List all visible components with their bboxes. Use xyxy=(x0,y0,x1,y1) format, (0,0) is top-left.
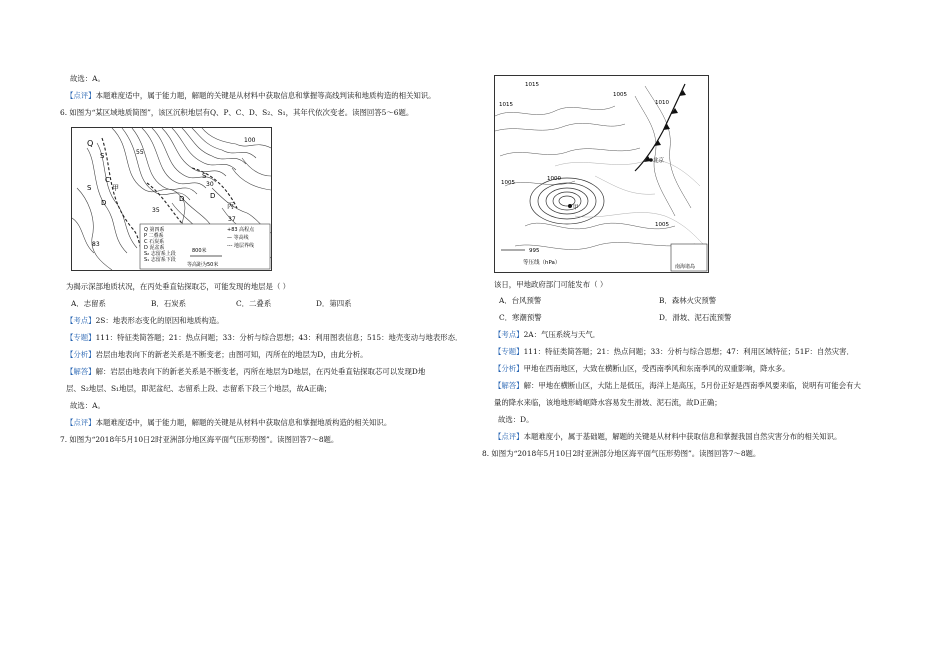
dianping-line: 【点评】本题难度适中，属于能力题，解题的关键是从材料中获取信息和掌握地质构造的相关知识。 xyxy=(66,418,392,427)
answer-line: 故选：A。 xyxy=(70,74,105,83)
svg-text:南海诸岛: 南海诸岛 xyxy=(675,264,696,270)
svg-text:37: 37 xyxy=(228,216,236,223)
low-pressure-center xyxy=(530,178,604,224)
label-Q: Q xyxy=(87,139,94,148)
option-d: D．滑坡、泥石流预警 xyxy=(659,313,732,322)
svg-text:1005: 1005 xyxy=(501,180,515,186)
label-beijing: 北京 xyxy=(653,158,665,164)
kaodian-line: 【考点】2A：气压系统与天气． xyxy=(494,330,601,339)
label-bing: 丙 xyxy=(227,202,234,210)
comment-tag: 【点评】 xyxy=(66,91,96,100)
svg-text:100: 100 xyxy=(244,137,256,144)
svg-text:— 等高线: — 等高线 xyxy=(227,235,249,241)
contour-line xyxy=(122,128,190,200)
svg-text:1015: 1015 xyxy=(525,82,539,88)
option-a: A．台风预警 xyxy=(499,296,542,305)
svg-text:S: S xyxy=(87,184,92,192)
svg-text:S: S xyxy=(202,172,207,180)
svg-text:S: S xyxy=(100,152,105,160)
kaodian-line: 【考点】2S：地表形态变化的原因和地质构造。 xyxy=(66,316,224,325)
question-text: 该日，甲地政府部门可能发布（ ） xyxy=(494,280,608,289)
jieda-line: 【解答】解：甲地在横断山区，大陆上是低压，海洋上是高压，5月份正好是西南季风要来临，说明有可能会有大 xyxy=(494,381,861,390)
answer-line: 故选：D。 xyxy=(498,415,534,424)
svg-text:1005: 1005 xyxy=(613,92,627,98)
option-c: C．寒潮预警 xyxy=(499,313,542,322)
svg-text:C: C xyxy=(105,176,110,184)
comment-line: 【点评】本题难度适中，属于能力题，解题的关键是从材料中获取信息和掌握等高线判读和地质构造的相关知识。 xyxy=(66,91,436,100)
svg-text:1005: 1005 xyxy=(655,222,669,228)
svg-text:1000: 1000 xyxy=(547,176,561,182)
svg-text:+83 高程点: +83 高程点 xyxy=(227,227,255,233)
svg-text:55: 55 xyxy=(136,149,144,156)
jieda-line: 【解答】解：岩层由地表向下的新老关系是不断变老，丙所在地层为D地层，在丙处垂直钻探取芯可以发现D地 xyxy=(66,367,426,376)
pressure-map xyxy=(494,75,709,273)
svg-text:D: D xyxy=(210,192,216,200)
option-b: B．森林火灾预警 xyxy=(659,296,717,305)
svg-text:1015: 1015 xyxy=(499,102,513,108)
label-jia: 甲 xyxy=(573,205,579,211)
option-b: B．石炭系 xyxy=(151,299,186,308)
svg-text:800米: 800米 xyxy=(192,248,207,254)
svg-text:83: 83 xyxy=(92,241,100,248)
svg-text:995: 995 xyxy=(529,248,540,254)
svg-text:等压线（hPa）: 等压线（hPa） xyxy=(523,260,561,266)
svg-text:甲: 甲 xyxy=(112,184,119,192)
jia-marker xyxy=(568,204,572,208)
geology-map xyxy=(71,127,272,271)
svg-text:--- 地层界线: --- 地层界线 xyxy=(227,243,255,249)
option-d: D．第四系 xyxy=(316,299,352,308)
dianping-line: 【点评】本题难度小，属于基础题，解题的关键是从材料中获取信息和掌握我国自然灾害分布的相关知识。 xyxy=(494,432,842,441)
svg-text:30: 30 xyxy=(206,181,214,188)
fenxi-line: 【分析】甲地在西南地区，大致在横断山区，受西南季风和东南季风的双重影响，降水多。 xyxy=(494,364,790,373)
option-c: C．二叠系 xyxy=(236,299,272,308)
svg-text:等高距为50米: 等高距为50米 xyxy=(187,262,219,268)
svg-text:S₂ 志留系上段: S₂ 志留系上段 xyxy=(144,251,176,257)
answer-line-2: 故选：A。 xyxy=(70,401,105,410)
svg-text:D 泥盆系: D 泥盆系 xyxy=(144,245,165,251)
zhuanti-line: 【专题】111：特征类简答题；21：热点问题；33：分析与综合思想；47：利用区域特征；51F：自然灾害． xyxy=(494,347,854,356)
svg-text:1010: 1010 xyxy=(655,100,669,106)
zhuanti-line: 【专题】111：特征类简答题；21：热点问题；33：分析与综合思想；43：利用图表信息；515：地壳变动与地表形态． xyxy=(66,333,463,342)
svg-text:P 二叠系: P 二叠系 xyxy=(144,233,164,239)
fenxi-line: 【分析】岩层由地表向下的新老关系是不断变老；由图可知，丙所在的地层为D，由此分析。 xyxy=(66,350,368,359)
question-6: 6. 如图为“某区域地质简图”，该区沉积地层有Q、P、C、D、S₂、S₁，其年代依次变老。读图回答5～6题。 xyxy=(60,108,414,117)
option-a: A．志留系 xyxy=(71,299,106,308)
question-6-text: 为揭示深部地质状况，在丙处垂直钻探取芯，可能发现的地层是（ ） xyxy=(66,282,291,291)
svg-text:S₁ 志留系下段: S₁ 志留系下段 xyxy=(144,257,176,263)
svg-text:D: D xyxy=(101,199,107,207)
jieda-line-2: 层、S₂地层、S₁地层，即泥盆纪、志留系上段、志留系下段三个地层，故A正确； xyxy=(66,384,332,393)
jieda-line-2: 量的降水来临，该地地形崎岖降水容易发生滑坡、泥石流，故D正确； xyxy=(494,398,722,407)
svg-text:C 石炭系: C 石炭系 xyxy=(144,239,165,245)
svg-text:35: 35 xyxy=(152,207,160,214)
question-8: 8. 如图为“2018年5月10日2时亚洲部分地区海平面气压形势图”。读图回答7～8题。 xyxy=(482,449,761,458)
svg-text:Q 第四系: Q 第四系 xyxy=(144,227,165,233)
question-7: 7. 如图为“2018年5月10日2时亚洲部分地区海平面气压形势图”。读图回答7～8题。 xyxy=(60,435,339,444)
svg-text:D: D xyxy=(179,195,185,203)
